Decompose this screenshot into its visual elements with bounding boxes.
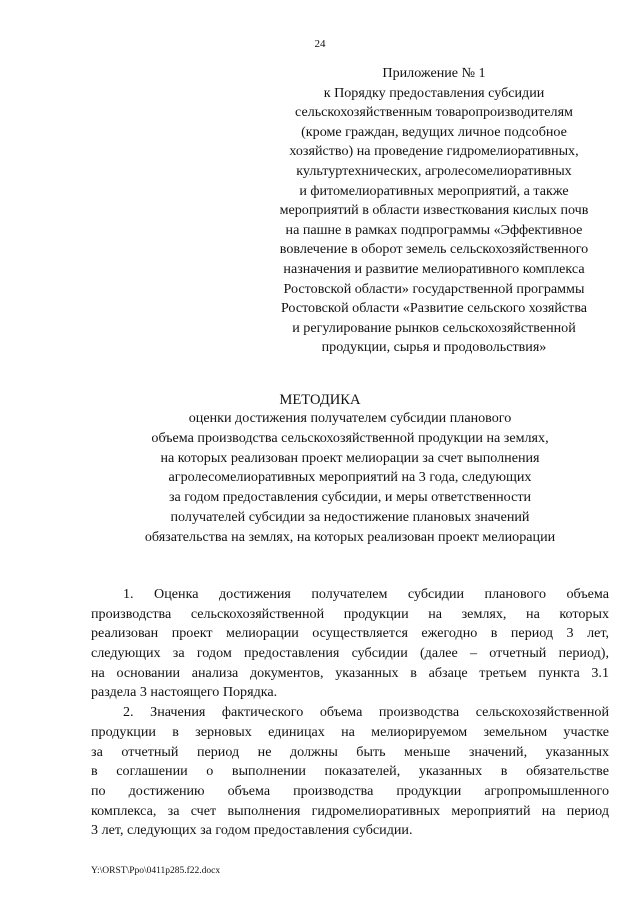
subtitle-line: получателей субсидии за недостижение плановых значений xyxy=(170,508,530,525)
appendix-line: вовлечение в оборот земель сельскохозяйственного xyxy=(279,241,589,258)
paragraph-line: за отчетный период не должны быть меньше значений, указанных xyxy=(91,743,609,760)
subtitle-line: оценки достижения получателем субсидии планового xyxy=(188,410,512,426)
subtitle-line: агролесомелиоративных мероприятий на 3 года, следующих xyxy=(168,469,532,486)
paragraph-1 xyxy=(91,585,609,703)
methodology-title: МЕТОДИКА xyxy=(279,392,361,408)
appendix-title: Приложение № 1 xyxy=(382,65,486,81)
paragraph-line: продукции в зерновых единицах на мелиорируемом земельном участке xyxy=(91,723,609,740)
subtitle-line: на которых реализован проект мелиорации за счет выполнения xyxy=(160,449,540,466)
appendix-line: сельскохозяйственным товаропроизводителям xyxy=(295,104,573,121)
methodology-subtitle xyxy=(80,409,620,548)
appendix-line: Ростовской области» государственной программы xyxy=(283,280,585,297)
subtitle-line: за годом предоставления субсидии, и меры ответственности xyxy=(168,489,532,506)
appendix-line: мероприятий в области известкования кислых почв xyxy=(279,202,589,219)
paragraph-line: на основании анализа документов, указанных в абзаце третьем пункта 3.1 xyxy=(91,664,609,681)
appendix-line: хозяйство) на проведение гидромелиоративных, xyxy=(289,143,579,160)
paragraph-line: 3 лет, следующих за годом предоставления субсидии. xyxy=(91,822,413,839)
body-text xyxy=(91,585,609,841)
appendix-line: назначения и развитие мелиоративного комплекса xyxy=(283,260,585,277)
paragraph-line: 1. Оценка достижения получателем субсидии планового объема xyxy=(123,586,609,602)
paragraph-line: производства сельскохозяйственной продукции на землях, на которых xyxy=(91,605,609,622)
appendix-line: и регулирование рынков сельскохозяйственной xyxy=(292,319,576,336)
paragraph-line: раздела 3 настоящего Порядка. xyxy=(91,684,278,701)
appendix-line: к Порядку предоставления субсидии xyxy=(323,84,545,101)
appendix-line: и фитомелиоративных мероприятий, а также xyxy=(299,182,569,199)
appendix-line: (кроме граждан, ведущих личное подсобное xyxy=(301,123,567,140)
page-number: 24 xyxy=(314,38,326,50)
paragraph-line: в соглашении о выполнении показателей, указанных в обязательстве xyxy=(91,763,609,780)
subtitle-line: объема производства сельскохозяйственной продукции на землях, xyxy=(151,429,549,446)
appendix-line: продукции, сырья и продовольствия» xyxy=(321,339,547,356)
appendix-line: культуртехнических, агролесомелиоративных xyxy=(296,162,572,179)
paragraph-line: по достижению объема производства продукции агропромышленного xyxy=(91,782,609,799)
appendix-line: Ростовской области «Развитие сельского хозяйства xyxy=(280,300,588,317)
paragraph-line: 2. Значения фактического объема производства сельскохозяйственной xyxy=(123,704,609,721)
paragraph-2 xyxy=(91,703,609,841)
paragraph-line: реализован проект мелиорации осуществляется ежегодно в период 3 лет, xyxy=(91,625,609,642)
appendix-line: на пашне в рамках подпрограммы «Эффективное xyxy=(285,221,583,238)
paragraph-line: комплекса, за счет выполнения гидромелиоративных мероприятий на период xyxy=(91,802,609,819)
footer-file-path: Y:\ORST\Ppo\0411p285.f22.docx xyxy=(91,866,221,876)
appendix-header xyxy=(232,64,636,358)
subtitle-line: обязательства на землях, на которых реализован проект мелиорации xyxy=(144,528,556,545)
paragraph-line: следующих за годом предоставления субсидии (далее – отчетный период), xyxy=(91,645,609,662)
